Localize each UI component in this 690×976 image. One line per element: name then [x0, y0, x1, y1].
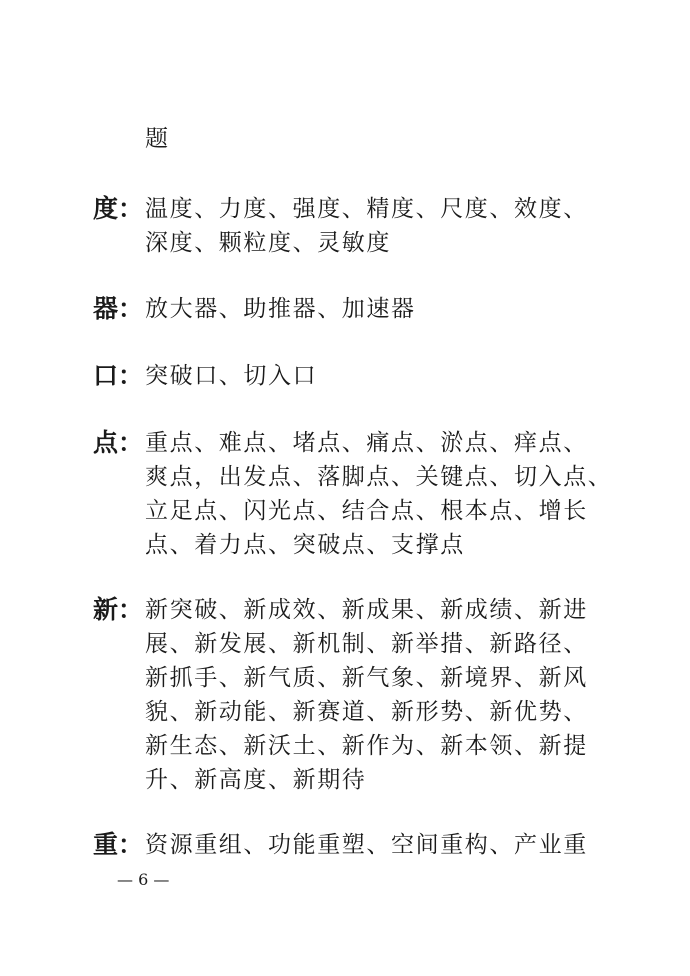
entry-line: 爽点，出发点、落脚点、关键点、切入点、: [145, 464, 613, 490]
entry-term: 器：: [93, 294, 144, 323]
entry-line: 突破口、切入口: [145, 363, 318, 389]
entry-line: 新突破、新成效、新成果、新成绩、新进: [145, 597, 588, 623]
entry-term: 重：: [93, 830, 144, 859]
entry-line: 重点、难点、堵点、痛点、淤点、痒点、: [145, 430, 588, 456]
entry-term: 度：: [93, 194, 144, 223]
entry-term: 点：: [93, 428, 144, 457]
entry-line: 展、新发展、新机制、新举措、新路径、: [145, 631, 588, 657]
entry-term: 新：: [93, 595, 144, 624]
entry-line: 资源重组、功能重塑、空间重构、产业重: [145, 832, 588, 858]
page-number: — 6 —: [117, 870, 170, 889]
entry-line: 放大器、助推器、加速器: [145, 296, 416, 322]
entry-line: 新生态、新沃土、新作为、新本领、新提: [145, 733, 588, 759]
entry-line: 貌、新动能、新赛道、新形势、新优势、: [145, 699, 588, 725]
entry-line: 深度、颗粒度、灵敏度: [145, 230, 391, 256]
fragment-text: 题: [145, 126, 170, 152]
entry-line: 新抓手、新气质、新气象、新境界、新风: [145, 665, 588, 691]
entry-line: 升、新高度、新期待: [145, 767, 367, 793]
entry-line: 立足点、闪光点、结合点、根本点、增长: [145, 498, 588, 524]
entry-line: 点、着力点、突破点、支撑点: [145, 532, 465, 558]
entry-term: 口：: [93, 361, 144, 390]
entry-line: 温度、力度、强度、精度、尺度、效度、: [145, 196, 588, 222]
